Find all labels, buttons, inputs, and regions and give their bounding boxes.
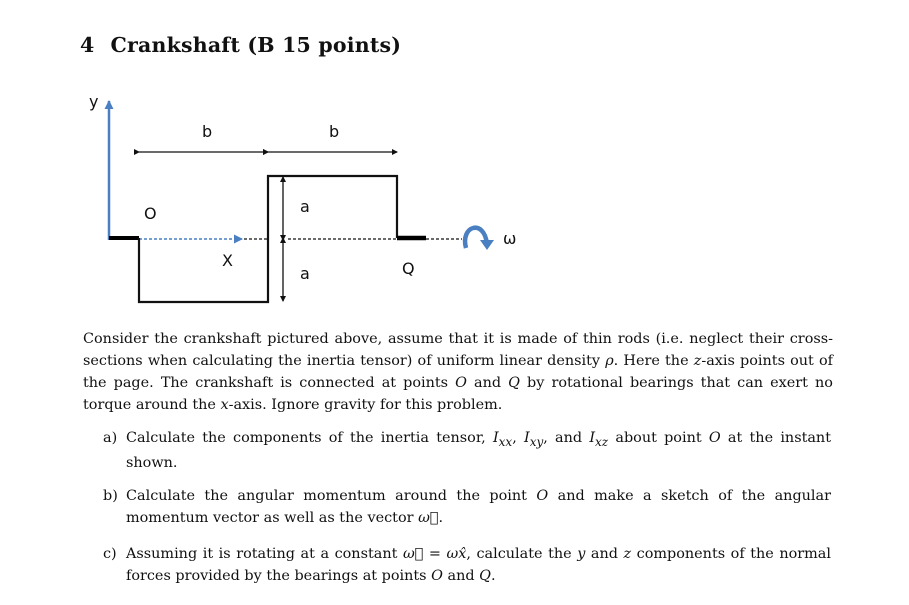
math-x: x (220, 397, 229, 413)
math-ixz-sub: xz (595, 434, 609, 449)
intro-text-1: Consider the crankshaft pictured above, assume that it is made of thin rods (i.e. neglect their cross-sections when calculating the inertia tensor) of uniform linear density (83, 331, 833, 369)
qb-text-3: . (438, 509, 444, 526)
question-b-label: b) (103, 488, 118, 504)
question-b-text (126, 486, 831, 529)
label-a-top: a (300, 197, 310, 216)
math-z: z (693, 353, 702, 369)
question-a-label: a) (103, 430, 118, 446)
problem-number: 4 (80, 33, 95, 57)
math-ixz: I (589, 430, 596, 446)
y-axis-label: y (89, 92, 99, 111)
problem-title: Crankshaft (B 15 points) (110, 33, 402, 57)
qa-text-5: at the instant shown. (126, 430, 831, 472)
qc-text-4: components of the normal forces provided by the bearings at points (126, 546, 831, 584)
math-ixx: I (492, 430, 499, 446)
label-omega: ω (503, 229, 517, 248)
math-o: O (536, 488, 549, 504)
qc-text-5: and (442, 567, 480, 584)
problem-description (83, 328, 833, 416)
crank-upper-arm (268, 176, 397, 239)
qb-text-1: Calculate the angular momentum around the point (126, 488, 537, 504)
qa-text-3: , and (543, 430, 590, 446)
label-q: Q (402, 259, 415, 278)
qc-text-6: . (490, 567, 496, 584)
math-q: Q (479, 567, 491, 584)
math-o: O (708, 430, 721, 446)
math-q: Q (508, 375, 520, 391)
question-c-label: c) (103, 546, 117, 562)
label-b-left: b (202, 122, 213, 141)
question-c (103, 544, 831, 587)
label-a-bottom: a (300, 264, 310, 283)
label-x: X (222, 251, 233, 270)
math-omega-equation: ω⃗ = ωx̂ (402, 546, 467, 562)
intro-text-2: . Here the (613, 353, 694, 369)
math-rho: ρ (605, 353, 614, 369)
qa-text-2: , (512, 430, 524, 446)
question-a (103, 428, 831, 475)
intro-text-3: -axis points out of the page. The crankshaft is connected at points (83, 353, 833, 391)
qa-text-4: about point (608, 430, 709, 446)
math-ixy: I (524, 430, 530, 446)
qb-text-2: and make a sketch of the angular momentum vector as well as the vector (126, 488, 831, 526)
question-c-text (126, 544, 831, 587)
question-a-text (126, 428, 831, 475)
intro-text-4: and (466, 375, 509, 391)
math-omega-vector: ω⃗ (418, 509, 439, 526)
qc-text-2: , calculate the (466, 546, 578, 562)
rotation-arrowhead (480, 240, 494, 250)
math-ixx-sub: xx (498, 434, 513, 449)
math-o: O (455, 375, 467, 391)
math-z: z (623, 546, 632, 562)
qc-text-1: Assuming it is rotating at a constant (126, 546, 403, 562)
label-o: O (144, 204, 157, 223)
crank-lower-arm (139, 238, 268, 302)
intro-text-6: -axis. Ignore gravity for this problem. (228, 397, 503, 413)
intro-text-5: by rotational bearings that can exert no torque around the (83, 375, 833, 413)
math-o: O (431, 567, 443, 584)
qc-text-3: and (585, 546, 624, 562)
question-b (103, 486, 831, 529)
math-y: y (577, 546, 586, 562)
label-b-right: b (329, 122, 340, 141)
qa-text-1: Calculate the components of the inertia tensor, (126, 430, 493, 446)
math-ixy-sub: xy (529, 434, 544, 449)
